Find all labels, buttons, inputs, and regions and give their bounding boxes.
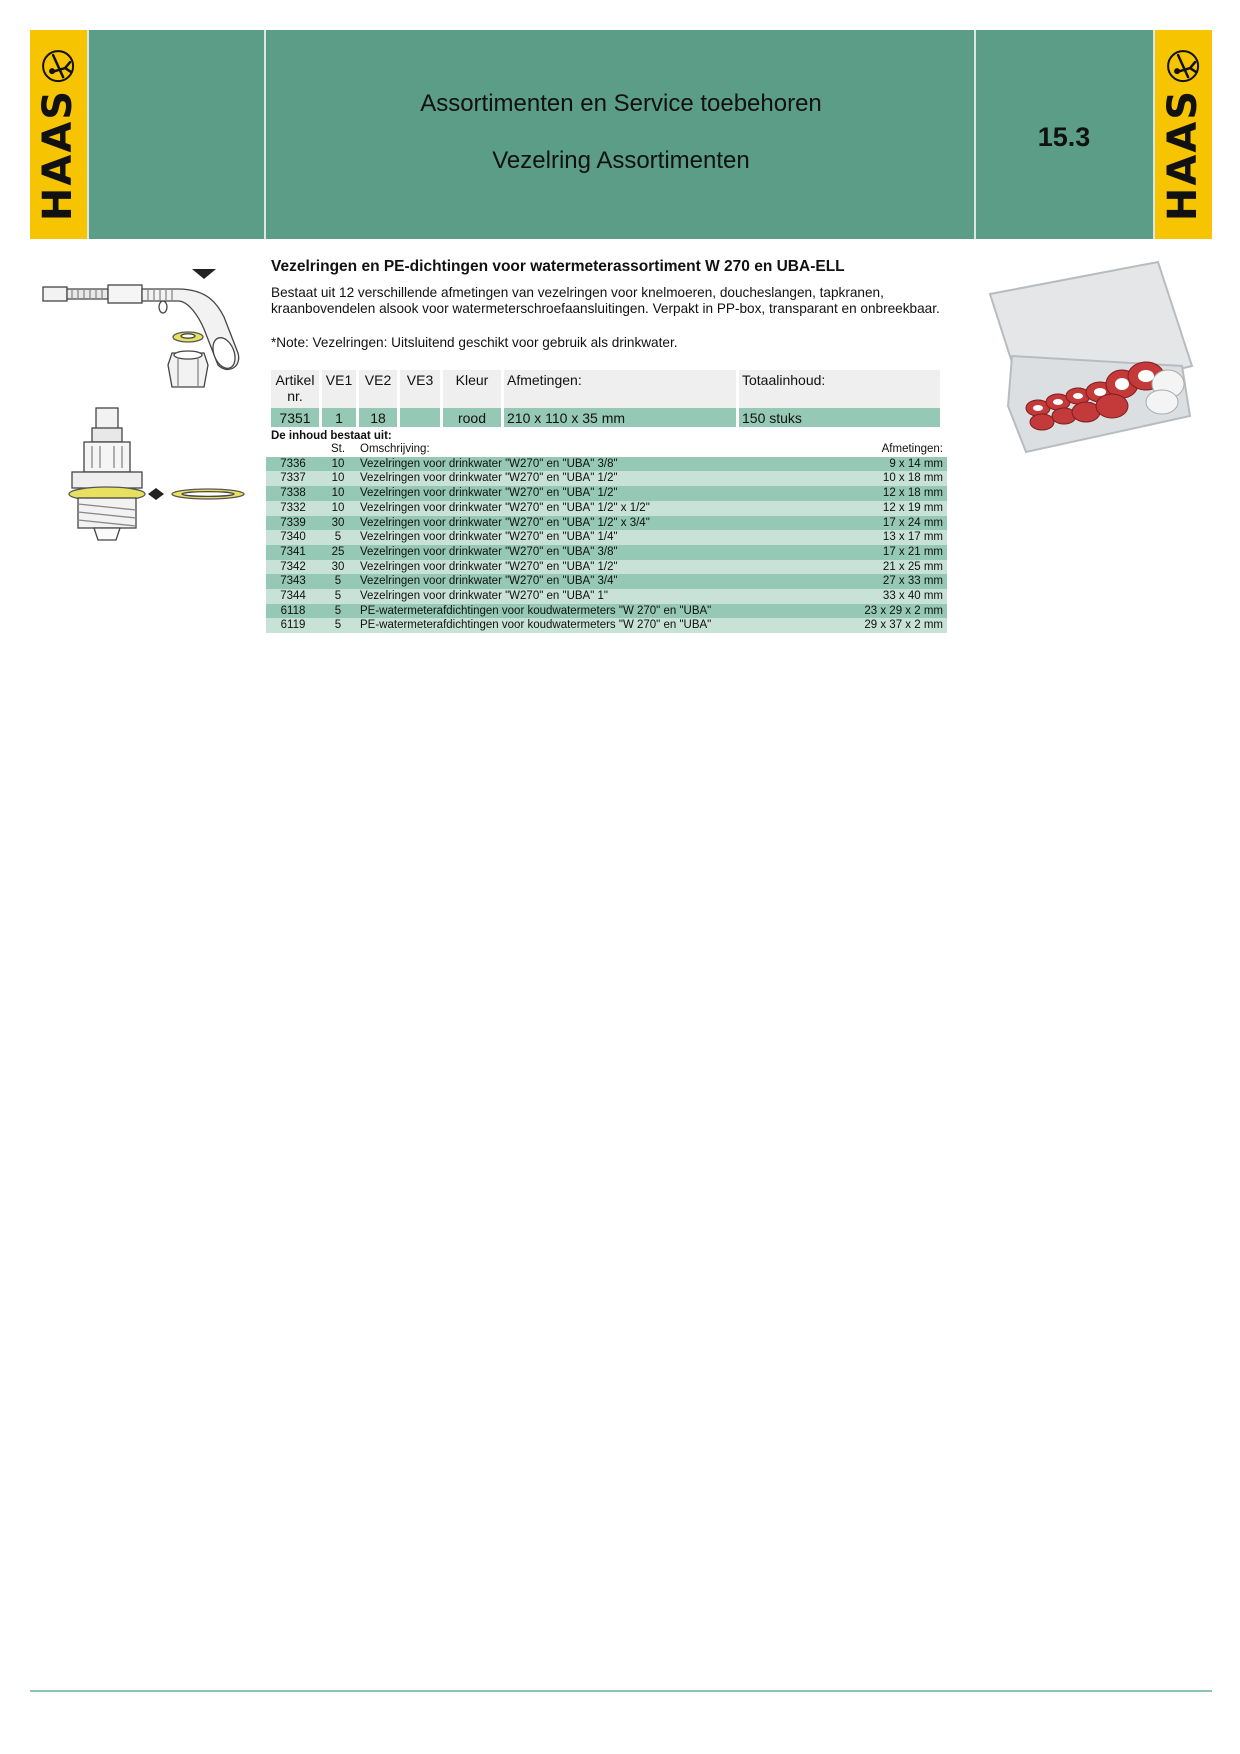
tap-cartridge-drawing <box>38 398 260 548</box>
item-dimensions: 10 x 18 mm <box>832 471 947 486</box>
item-number: 7337 <box>266 471 320 486</box>
contents-table <box>266 442 947 633</box>
item-number: 7342 <box>266 560 320 575</box>
table-row <box>266 545 947 560</box>
col-ve1: VE1 <box>322 370 356 408</box>
header-divider <box>264 30 266 239</box>
item-description: Vezelringen voor drinkwater "W270" en "UBA" 1/2" x 1/2" <box>356 501 832 516</box>
article-table-header <box>271 370 940 408</box>
figure-emblem-icon <box>1167 48 1201 82</box>
item-number: 7332 <box>266 501 320 516</box>
table-row <box>266 457 947 472</box>
contents-title: De inhoud bestaat uit: <box>271 430 392 442</box>
col-ve3: VE3 <box>400 370 440 408</box>
product-section <box>271 258 951 633</box>
col-ve2: VE2 <box>359 370 397 408</box>
item-dimensions: 27 x 33 mm <box>832 574 947 589</box>
item-description: Vezelringen voor drinkwater "W270" en "UBA" 3/8" <box>356 545 832 560</box>
contents-header-afmetingen: Afmetingen: <box>832 442 947 457</box>
item-description: Vezelringen voor drinkwater "W270" en "UBA" 1" <box>356 589 832 604</box>
figure-emblem-icon <box>42 48 76 82</box>
item-number: 7339 <box>266 516 320 531</box>
item-description: Vezelringen voor drinkwater "W270" en "UBA" 1/4" <box>356 530 832 545</box>
item-description: Vezelringen voor drinkwater "W270" en "UBA" 1/2" <box>356 560 832 575</box>
haas-logo-left <box>30 30 87 239</box>
product-title: Vezelringen en PE-dichtingen voor watermeterassortiment W 270 en UBA-ELL <box>271 258 845 275</box>
table-row <box>266 589 947 604</box>
article-ve3 <box>400 408 440 427</box>
item-quantity: 10 <box>320 486 356 501</box>
page-header <box>30 30 1212 239</box>
item-quantity: 5 <box>320 618 356 633</box>
section-number: 15.3 <box>1037 122 1091 152</box>
product-note: *Note: Vezelringen: Uitsluitend geschikt voor gebruik als drinkwater. <box>271 335 678 350</box>
item-dimensions: 17 x 21 mm <box>832 545 947 560</box>
item-number: 7338 <box>266 486 320 501</box>
table-row <box>266 471 947 486</box>
col-afmetingen: Afmetingen: <box>504 370 736 408</box>
contents-header-omschrijving: Omschrijving: <box>356 442 832 457</box>
logo-wordmark: HAAS <box>35 88 82 221</box>
contents-header <box>266 442 947 457</box>
item-quantity: 10 <box>320 457 356 472</box>
table-row <box>266 486 947 501</box>
table-row <box>266 604 947 619</box>
footer-divider <box>30 1690 1212 1692</box>
header-subtitle: Vezelring Assortimenten <box>492 147 750 174</box>
item-number: 7341 <box>266 545 320 560</box>
item-number: 6118 <box>266 604 320 619</box>
item-quantity: 10 <box>320 471 356 486</box>
col-kleur: Kleur <box>443 370 501 408</box>
item-description: Vezelringen voor drinkwater "W270" en "UBA" 1/2" <box>356 486 832 501</box>
item-quantity: 10 <box>320 501 356 516</box>
article-ve1: 1 <box>322 408 356 427</box>
item-dimensions: 33 x 40 mm <box>832 589 947 604</box>
item-description: PE-watermeterafdichtingen voor koudwatermeters "W 270" en "UBA" <box>356 618 832 633</box>
col-totaal: Totaalinhoud: <box>739 370 940 408</box>
shower-hose-drawing <box>38 245 260 400</box>
item-quantity: 5 <box>320 574 356 589</box>
item-quantity: 5 <box>320 530 356 545</box>
table-row <box>266 618 947 633</box>
item-dimensions: 21 x 25 mm <box>832 560 947 575</box>
table-row <box>266 501 947 516</box>
item-quantity: 30 <box>320 516 356 531</box>
item-description: Vezelringen voor drinkwater "W270" en "UBA" 3/4" <box>356 574 832 589</box>
item-quantity: 30 <box>320 560 356 575</box>
item-quantity: 25 <box>320 545 356 560</box>
item-number: 6119 <box>266 618 320 633</box>
item-number: 7336 <box>266 457 320 472</box>
item-number: 7343 <box>266 574 320 589</box>
table-row <box>266 560 947 575</box>
table-row <box>266 530 947 545</box>
contents-header-st: St. <box>320 442 356 457</box>
product-box-photo <box>982 256 1198 456</box>
item-dimensions: 13 x 17 mm <box>832 530 947 545</box>
item-quantity: 5 <box>320 589 356 604</box>
item-description: PE-watermeterafdichtingen voor koudwatermeters "W 270" en "UBA" <box>356 604 832 619</box>
article-afmetingen: 210 x 110 x 35 mm <box>504 408 736 427</box>
article-totaal: 150 stuks <box>739 408 940 427</box>
table-row <box>266 574 947 589</box>
table-row <box>266 516 947 531</box>
item-quantity: 5 <box>320 604 356 619</box>
product-description: Bestaat uit 12 verschillende afmetingen van vezelringen voor knelmoeren, doucheslangen, tapkranen, kraanbovendelen alsook voor watermeterschroefaansluitingen. Verpakt in PP-box, transparant en onbreekbaar. <box>271 285 940 316</box>
item-dimensions: 12 x 19 mm <box>832 501 947 516</box>
item-dimensions: 23 x 29 x 2 mm <box>832 604 947 619</box>
header-divider <box>87 30 89 239</box>
col-artikel: Artikel nr. <box>271 370 319 408</box>
item-description: Vezelringen voor drinkwater "W270" en "UBA" 1/2" x 3/4" <box>356 516 832 531</box>
article-number: 7351 <box>271 408 319 427</box>
item-description: Vezelringen voor drinkwater "W270" en "UBA" 3/8" <box>356 457 832 472</box>
item-dimensions: 17 x 24 mm <box>832 516 947 531</box>
item-dimensions: 12 x 18 mm <box>832 486 947 501</box>
logo-wordmark: HAAS <box>1160 88 1207 221</box>
contents-header-nr <box>266 442 320 457</box>
item-dimensions: 29 x 37 x 2 mm <box>832 618 947 633</box>
item-dimensions: 9 x 14 mm <box>832 457 947 472</box>
article-row <box>271 408 940 427</box>
item-description: Vezelringen voor drinkwater "W270" en "UBA" 1/2" <box>356 471 832 486</box>
item-number: 7344 <box>266 589 320 604</box>
header-title: Assortimenten en Service toebehoren <box>420 90 822 117</box>
item-number: 7340 <box>266 530 320 545</box>
article-kleur: rood <box>443 408 501 427</box>
article-table <box>268 370 943 427</box>
article-ve2: 18 <box>359 408 397 427</box>
haas-logo-right <box>1155 30 1212 239</box>
